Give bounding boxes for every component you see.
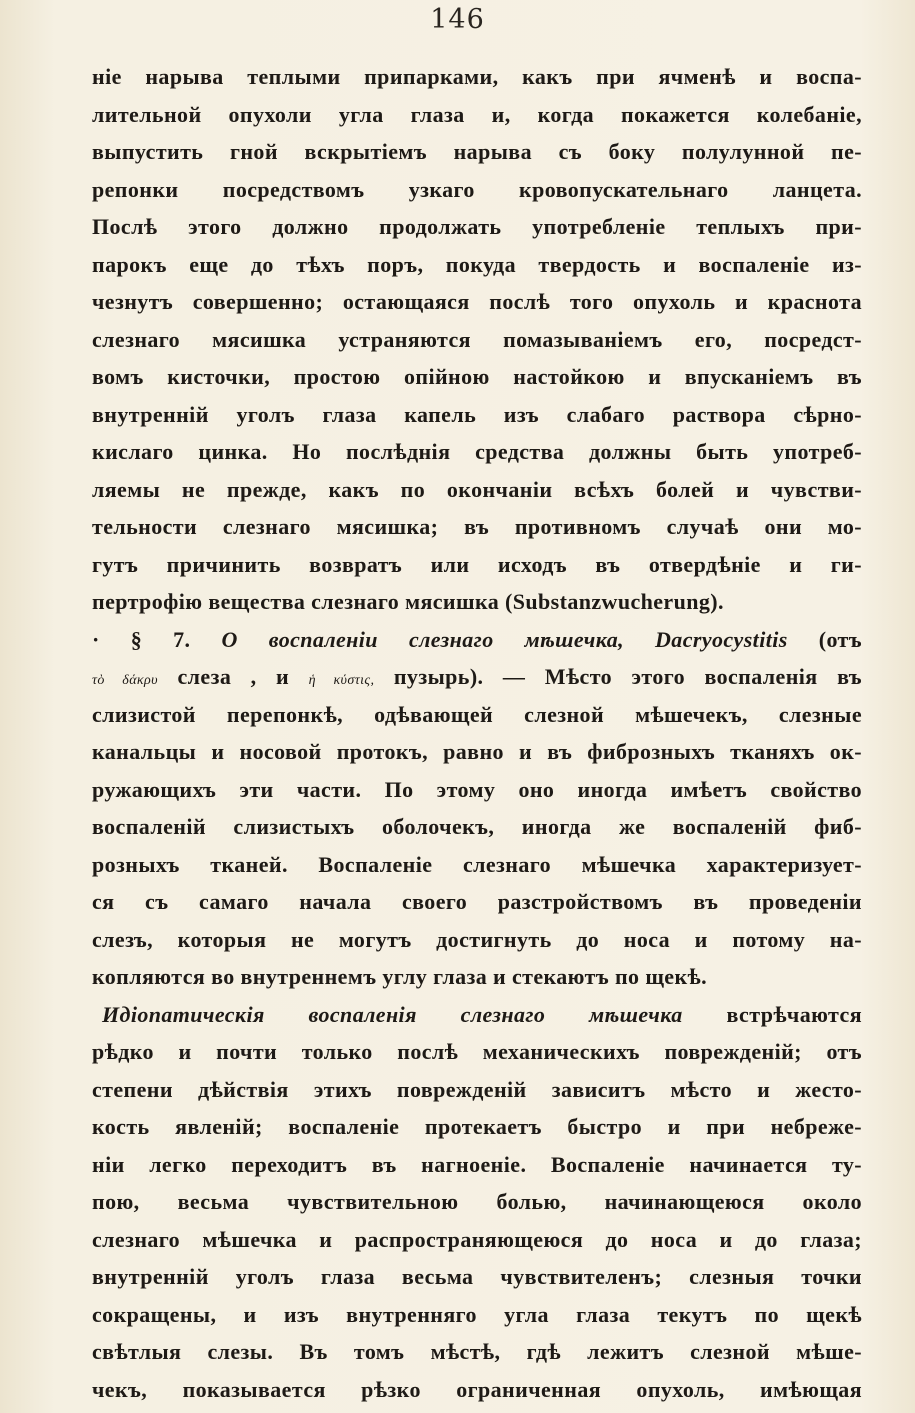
section-marker: · § 7. <box>92 626 191 652</box>
text-line: вомъ кисточки, простою опійною настойкою и впусканіемъ въ <box>92 364 862 389</box>
text-line: слезнаго мясишка устраняются помазываніемъ его, посредст- <box>92 326 862 352</box>
etymology-line <box>92 658 862 696</box>
text-fragment: встрѣчаются <box>726 1001 862 1027</box>
text-line: слезнаго мѣшечка и распространяющеюся до носа и до глаза; <box>92 1226 862 1252</box>
text-line: слизистой перепонкѣ, одѣвающей слезной мѣшечекъ, слезные <box>92 701 862 727</box>
page-number: 146 <box>430 4 485 35</box>
greek-word: ἡ κύστις, <box>308 673 375 688</box>
text-line: ніи легко переходитъ въ нагноеніе. Воспаленіе начинается ту- <box>92 1151 862 1177</box>
section-heading <box>92 621 862 659</box>
text-line: ніе нарыва теплыми припарками, какъ при ячменѣ и воспа- <box>92 64 862 89</box>
etymology-text: слеза , и <box>177 664 290 689</box>
text-line: рѣдко и почти только послѣ механическихъ поврежденій; отъ <box>92 1039 862 1064</box>
text-line: степени дѣйствія этихъ поврежденій зависитъ мѣсто и жесто- <box>92 1076 862 1102</box>
body-text <box>92 58 862 1408</box>
paragraph-lead-line <box>92 996 862 1034</box>
text-line: чекъ, показывается рѣзко ограниченная опухоль, имѣющая <box>92 1376 862 1402</box>
text-line: воспаленій слизистыхъ оболочекъ, иногда же воспаленій фиб- <box>92 814 862 839</box>
text-line: репонки посредствомъ узкаго кровопускательнаго ланцета. <box>92 176 862 202</box>
etymology-open: (отъ <box>818 626 862 652</box>
text-line: внутренній уголъ глаза весьма чувствителенъ; слезныя точки <box>92 1264 862 1289</box>
text-line: пертрофію вещества слезнаго мясишка (Substanzwucherung). <box>92 589 724 614</box>
text-line: гутъ причинить возвратъ или исходъ въ отвердѣніе и ги- <box>92 551 862 577</box>
text-line: ся съ самаго начала своего разстройствомъ въ проведеніи <box>92 889 862 914</box>
text-line: ружающихъ эти части. По этому оно иногда имѣетъ свойство <box>92 776 862 802</box>
text-line: копляются во внутреннемъ углу глаза и стекаютъ по щекѣ. <box>92 964 708 989</box>
text-line: розныхъ тканей. Воспаленіе слезнаго мѣшечка характеризует- <box>92 851 862 877</box>
text-line: ляемы не прежде, какъ по окончаніи всѣхъ болей и чувстви- <box>92 476 862 502</box>
text-line: кислаго цинка. Но послѣднія средства должны быть употреб- <box>92 439 862 464</box>
text-line: чезнутъ совершенно; остающаяся послѣ того опухоль и краснота <box>92 289 862 314</box>
text-line: кость явленій; воспаленіе протекаетъ быстро и при небреже- <box>92 1114 862 1139</box>
text-line: парокъ еще до тѣхъ поръ, покуда твердость и воспаленіе из- <box>92 251 862 277</box>
text-line: внутренній уголъ глаза капель изъ слабаго раствора сѣрно- <box>92 401 862 427</box>
section-title: О воспаленіи слезнаго мѣшечка, <box>221 626 624 652</box>
text-line: тельности слезнаго мясишка; въ противномъ случаѣ они мо- <box>92 514 862 539</box>
text-line: пою, весьма чувствительною болью, начинающеюся около <box>92 1189 862 1214</box>
text-line: свѣтлыя слезы. Въ томъ мѣстѣ, гдѣ лежитъ слезной мѣше- <box>92 1339 862 1364</box>
italic-lead: Идіопатическія воспаленія слезнаго мѣшечка <box>102 1001 683 1027</box>
text-line: канальцы и носовой протокъ, равно и въ фиброзныхъ тканяхъ ок- <box>92 739 862 764</box>
greek-word: τὸ δάκρυ <box>92 673 159 688</box>
text-line: сокращены, и изъ внутренняго угла глаза текутъ по щекѣ <box>92 1301 862 1327</box>
text-line: выпустить гной вскрытіемъ нарыва съ боку полулунной пе- <box>92 139 862 164</box>
text-line: Послѣ этого должно продолжать употребленіе теплыхъ при- <box>92 214 862 239</box>
text-line: слезъ, которыя не могутъ достигнуть до носа и потому на- <box>92 926 862 952</box>
latin-term: Dacryocystitis <box>655 626 788 652</box>
text-line: лительной опухоли угла глаза и, когда покажется колебаніе, <box>92 101 862 127</box>
etymology-text: пузырь). — Мѣсто этого воспаленія въ <box>393 664 863 689</box>
